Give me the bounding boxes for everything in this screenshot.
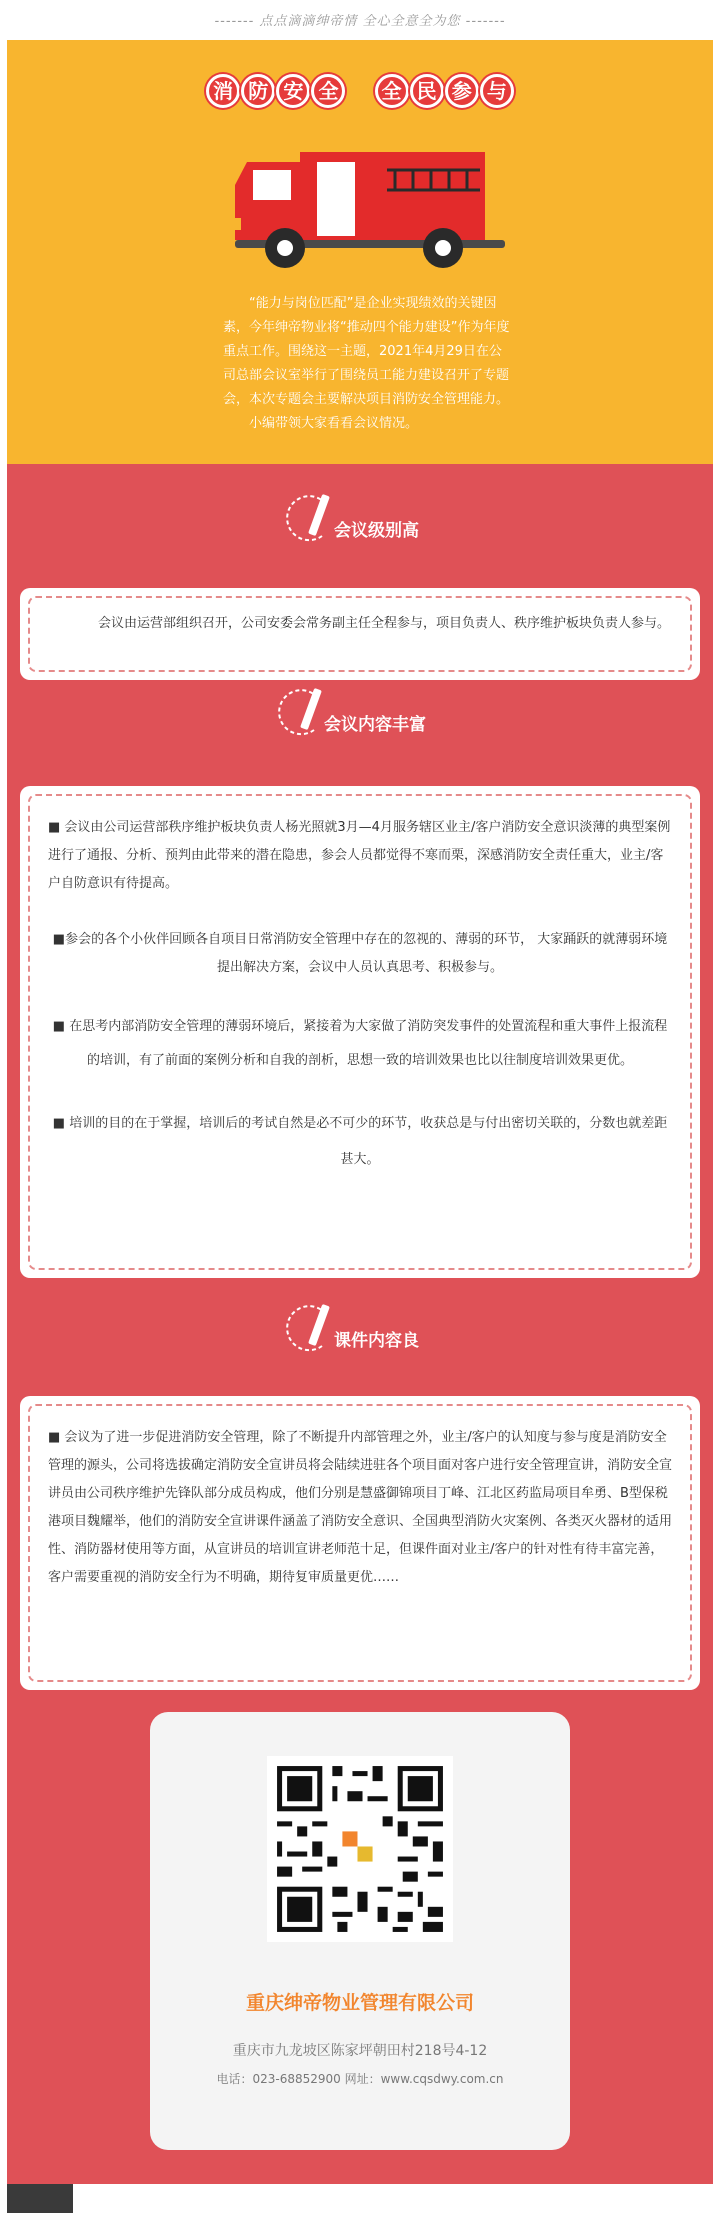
qr-code-icon	[267, 1756, 453, 1942]
tagline: ------- 点点滴滴绅帝情 全心全意全为您 -------	[214, 14, 506, 29]
title-char: 民	[410, 74, 444, 108]
section-title: 课件内容良	[334, 1331, 419, 1351]
card-content	[20, 786, 700, 1278]
card-text: 会议由运营部组织召开，公司安委会常务副主任全程参与，项目负责人、秩序维护板块负责人参与。	[98, 616, 671, 631]
intro-text	[223, 292, 513, 436]
card-text: ■ 会议为了进一步促进消防安全管理，除了不断提升内部管理之外，业主/客户的认知度与参与度是消防安全管理的源头，公司将选拔确定消防安全宣讲员将会陆续进驻各个项目面对客户进行安全管理宣讲，消防安全宣讲员由公司秩序维护先锋队部分成员构成，他们分别是慧盛御锦项目丁峰、江北区药监局项目牟勇、B型保税港项目魏耀举，他们的消防安全宣讲课件涵盖了消防安全意识、全国典型消防火灾案例、各类灭火器材的适用性、消防器材使用等方面，从宣讲员的培训宣讲老师范十足，但课件面对业主/客户的针对性有待丰富完善，客户需要重视的消防安全行为不明确，期待复审质量更优……	[48, 1430, 673, 1585]
title-char: 安	[276, 74, 310, 108]
company-name: 重庆绅帝物业管理有限公司	[245, 1992, 474, 2014]
card-level	[20, 588, 700, 680]
title-char: 全	[311, 74, 345, 108]
hero-title	[7, 74, 713, 108]
company-contact: 电话：023-68852900 网址：www.cqsdwy.com.cn	[216, 2072, 504, 2086]
bottom-tab	[7, 2184, 73, 2213]
hero-banner	[7, 40, 713, 464]
section-title: 会议内容丰富	[324, 715, 426, 735]
company-address: 重庆市九龙坡区陈家坪朝田村218号4-12	[232, 2043, 488, 2059]
footer-card	[150, 1712, 570, 2150]
title-char: 防	[241, 74, 275, 108]
title-char: 消	[206, 74, 240, 108]
section-header-level	[0, 490, 720, 544]
pencil-circle-icon	[282, 1300, 342, 1354]
card-text: ■ 会议由公司运营部秩序维护板块负责人杨光照就3月—4月服务辖区业主/客户消防安全意识淡薄的典型案例进行了通报、分析、预判由此带来的潜在隐患，参会人员都觉得不寒而栗，深感消防安全责任重大，业主/客户自防意识有待提高。	[48, 820, 671, 891]
title-left	[208, 74, 343, 108]
card-text: ■ 培训的目的在于掌握，培训后的考试自然是必不可少的环节，收获总是与付出密切关联的，分数也就差距甚大。	[52, 1116, 668, 1167]
section-header-content	[0, 684, 720, 738]
intro-paragraph: “能力与岗位匹配”是企业实现绩效的关键因素，今年绅帝物业将“推动四个能力建设”作为年度重点工作。围绕这一主题，2021年4月29日在公司总部会议室举行了围绕员工能力建设召开了专题会，本次专题会主要解决项目消防安全管理能力。	[223, 296, 510, 407]
title-char: 全	[375, 74, 409, 108]
card-text: ■参会的各个小伙伴回顾各自项目日常消防安全管理中存在的忽视的、薄弱的环节， 大家踊跃的就薄弱环境提出解决方案，会议中人员认真思考、积极参与。	[52, 932, 668, 975]
section-title: 会议级别高	[334, 521, 419, 541]
intro-paragraph: 小编带领大家看看会议情况。	[249, 416, 419, 431]
pencil-circle-icon	[282, 490, 342, 544]
card-text: ■ 在思考内部消防安全管理的薄弱环境后，紧接着为大家做了消防突发事件的处置流程和重大事件上报流程的培训，有了前面的案例分析和自我的剖析，思想一致的培训效果也比以往制度培训效果更优。	[52, 1019, 668, 1068]
title-right	[377, 74, 512, 108]
fire-truck-icon	[225, 140, 515, 275]
title-char: 与	[480, 74, 514, 108]
title-char: 参	[445, 74, 479, 108]
card-courseware	[20, 1396, 700, 1690]
section-header-courseware	[0, 1300, 720, 1354]
